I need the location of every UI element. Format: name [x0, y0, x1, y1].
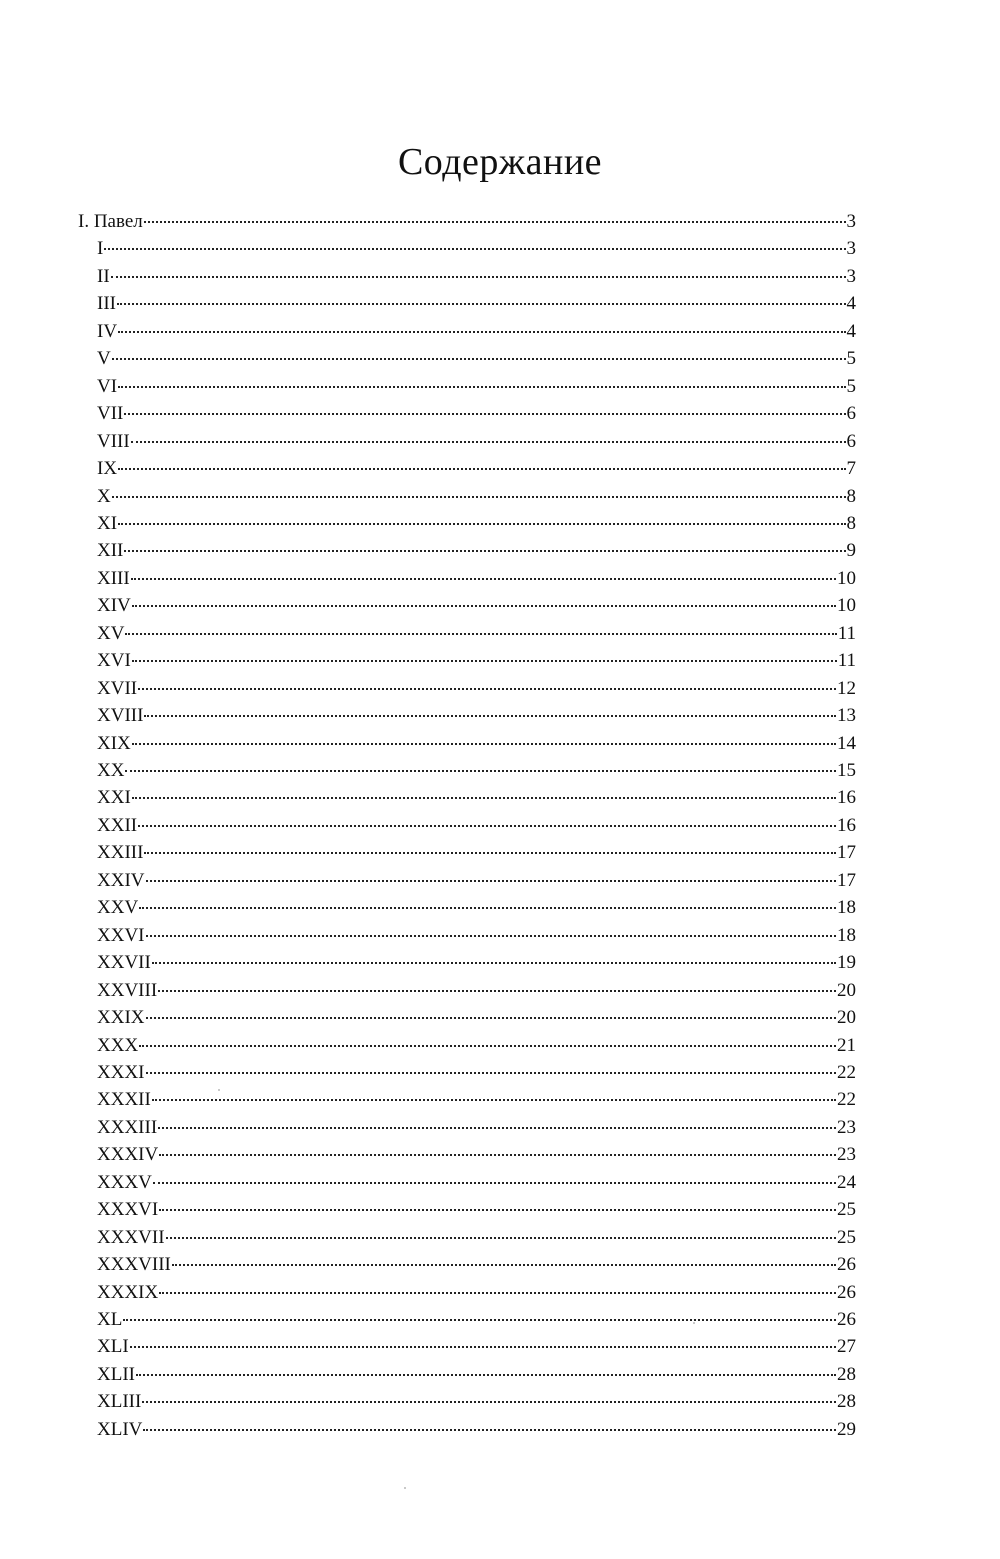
toc-entry-label: XIII — [97, 567, 130, 589]
toc-entry[interactable] — [97, 1251, 856, 1279]
toc-entry-page-number: 17 — [837, 842, 856, 864]
toc-entry[interactable] — [97, 1361, 856, 1389]
toc-entry-page-number: 28 — [837, 1363, 856, 1385]
toc-dot-leader — [125, 633, 836, 635]
toc-dot-leader — [142, 1401, 836, 1403]
toc-entry-label: XXVIII — [97, 979, 158, 1001]
toc-dot-leader — [132, 660, 837, 662]
toc-entry-label: XXI — [97, 787, 131, 809]
toc-entry-page-number: 26 — [837, 1309, 856, 1330]
toc-dot-leader — [132, 797, 836, 799]
toc-entry-label: XLI — [97, 1336, 129, 1358]
toc-dot-leader — [123, 1319, 836, 1321]
toc-entry-label: XLIV — [97, 1418, 143, 1440]
toc-dot-leader — [132, 605, 836, 607]
toc-entry[interactable] — [97, 1279, 856, 1307]
toc-entry-label: XI — [97, 512, 118, 534]
toc-entry-page-number: 9 — [846, 540, 856, 562]
toc-entry-label: XXXI — [97, 1061, 145, 1083]
toc-dot-leader — [124, 413, 845, 415]
toc-entry-label: I — [97, 238, 104, 260]
toc-entry-page-number: 4 — [846, 320, 856, 342]
toc-entry-label: VI — [97, 375, 118, 397]
toc-entry-page-number: 26 — [837, 1281, 856, 1303]
toc-entry-label: III — [97, 293, 116, 315]
toc-dot-leader — [138, 825, 836, 827]
toc-dot-leader — [118, 331, 845, 333]
toc-entry-label: XXII — [97, 814, 138, 836]
toc-entry[interactable] — [97, 400, 856, 428]
toc-entry-label: XXXIX — [97, 1281, 159, 1303]
toc-entry-page-number: 10 — [837, 567, 856, 589]
toc-entry[interactable] — [97, 702, 856, 730]
scan-speck — [404, 1487, 406, 1489]
toc-entry-page-number: 11 — [837, 650, 856, 672]
toc-entry-label: XXIX — [97, 1007, 145, 1029]
toc-dot-leader — [138, 688, 836, 690]
toc-entry-page-number: 3 — [846, 265, 856, 287]
toc-dot-leader — [118, 523, 845, 525]
toc-entry-page-number: 24 — [837, 1171, 856, 1193]
toc-entry[interactable] — [97, 565, 856, 593]
toc-entry[interactable] — [97, 675, 856, 703]
toc-entry[interactable] — [97, 1388, 856, 1416]
toc-entry-page-number: 5 — [846, 375, 856, 397]
toc-entry-page-number: 16 — [837, 814, 856, 836]
toc-entry-label: XXXIII — [97, 1116, 158, 1138]
toc-dot-leader — [131, 441, 846, 443]
toc-entry-page-number: 7 — [846, 458, 856, 480]
toc-entry[interactable] — [97, 483, 856, 511]
toc-entry[interactable] — [97, 263, 856, 291]
toc-entry-page-number: 20 — [837, 1007, 856, 1029]
toc-entry-label: XXXVIII — [97, 1254, 171, 1276]
toc-entry-page-number: 12 — [837, 677, 856, 699]
toc-dot-leader — [139, 1045, 836, 1047]
toc-entry-label: V — [97, 348, 111, 370]
toc-entry-label: XXIII — [97, 842, 144, 864]
toc-entry-label: XXIV — [97, 869, 145, 891]
toc-entry-page-number: 15 — [837, 760, 856, 781]
toc-dot-leader — [166, 1237, 836, 1239]
toc-entry-page-number: 18 — [837, 924, 856, 946]
toc-entry-page-number: 6 — [846, 430, 856, 452]
toc-dot-leader — [124, 550, 845, 552]
toc-entry-label: XXXIV — [97, 1144, 159, 1166]
toc-entry-page-number: 3 — [846, 238, 856, 260]
toc-dot-leader — [117, 303, 846, 305]
toc-entry[interactable] — [97, 922, 856, 950]
toc-dot-leader — [152, 1099, 836, 1101]
toc-entry-page-number: 5 — [846, 348, 856, 370]
toc-entry[interactable] — [97, 235, 856, 263]
toc-entry-label: XXVI — [97, 924, 145, 946]
toc-dot-leader — [158, 990, 836, 992]
toc-dot-leader — [118, 386, 845, 388]
toc-entry-label: II — [97, 265, 110, 287]
toc-entry[interactable] — [97, 373, 856, 401]
toc-dot-leader — [132, 743, 836, 745]
toc-entry[interactable] — [97, 1416, 856, 1444]
toc-entry-label: XX — [97, 760, 125, 781]
toc-entry-page-number: 25 — [837, 1199, 856, 1221]
toc-entry[interactable] — [97, 290, 856, 318]
toc-entry-label: XVI — [97, 650, 131, 672]
toc-entry[interactable] — [97, 510, 856, 538]
toc-entry-label: XLIII — [97, 1391, 142, 1413]
toc-dot-leader — [159, 1209, 836, 1211]
toc-entry[interactable] — [97, 730, 856, 758]
toc-entry-page-number: 8 — [846, 485, 856, 507]
toc-entry-label: XXV — [97, 897, 139, 919]
toc-dot-leader — [131, 578, 836, 580]
toc-dot-leader — [153, 1182, 836, 1184]
toc-entry-label: XIX — [97, 732, 131, 754]
toc-entry-label: X — [97, 485, 111, 507]
toc-entry[interactable] — [97, 1333, 856, 1361]
toc-dot-leader — [136, 1374, 836, 1376]
toc-entry[interactable] — [97, 1086, 856, 1114]
toc-entry-page-number: 14 — [837, 732, 856, 754]
toc-entry-label: XL — [97, 1309, 123, 1330]
toc-entry-label: XXXII — [97, 1089, 151, 1111]
toc-entry-page-number: 29 — [837, 1418, 856, 1440]
toc-entry-page-number: 11 — [837, 622, 856, 644]
toc-entry-page-number: 4 — [846, 293, 856, 315]
toc-dot-leader — [143, 1429, 836, 1431]
toc-entry-label: XVIII — [97, 705, 144, 727]
toc-entry-page-number: 27 — [837, 1336, 856, 1358]
toc-entry-page-number: 21 — [837, 1034, 856, 1056]
toc-entry-page-number: 10 — [837, 595, 856, 617]
toc-entry[interactable] — [97, 345, 856, 373]
toc-entry-label: XVII — [97, 677, 138, 699]
toc-entry-label: XLII — [97, 1363, 135, 1385]
scan-speck — [693, 1322, 695, 1324]
toc-entry-label: IX — [97, 458, 118, 480]
toc-dot-leader — [146, 1017, 837, 1019]
toc-entry[interactable] — [78, 208, 856, 236]
scan-speck — [218, 1089, 220, 1091]
toc-dot-leader — [144, 852, 836, 854]
toc-entry-label: XXXVI — [97, 1199, 159, 1221]
toc-entry-label: XXXV — [97, 1171, 152, 1193]
toc-entry-label: XV — [97, 622, 125, 644]
toc-dot-leader — [159, 1292, 836, 1294]
toc-entry[interactable] — [97, 455, 856, 483]
toc-dot-leader — [139, 907, 836, 909]
toc-dot-leader — [144, 715, 836, 717]
toc-dot-leader — [111, 276, 846, 278]
toc-entry[interactable] — [97, 428, 856, 456]
toc-dot-leader — [112, 358, 846, 360]
toc-entry-label: VIII — [97, 430, 130, 452]
toc-entry[interactable] — [97, 894, 856, 922]
toc-entry[interactable] — [97, 1141, 856, 1169]
toc-entry[interactable] — [97, 1169, 856, 1197]
toc-entry-page-number: 6 — [846, 403, 856, 425]
toc-dot-leader — [125, 770, 836, 772]
toc-entry[interactable] — [97, 949, 856, 977]
toc-entry-page-number: 13 — [837, 705, 856, 727]
toc-entry-page-number: 22 — [837, 1089, 856, 1111]
toc-entry[interactable] — [97, 757, 856, 785]
toc-entry-label: XII — [97, 540, 124, 562]
toc-entry[interactable] — [97, 318, 856, 346]
toc-entry[interactable] — [97, 839, 856, 867]
toc-entry[interactable] — [97, 620, 856, 648]
toc-entry-label: IV — [97, 320, 118, 342]
toc-entry-label: I. Павел — [78, 211, 143, 232]
toc-entry[interactable] — [97, 592, 856, 620]
toc-entry-page-number: 25 — [837, 1226, 856, 1248]
toc-entry[interactable] — [97, 1196, 856, 1224]
toc-dot-leader — [118, 468, 845, 470]
toc-entry-page-number: 3 — [846, 211, 856, 232]
toc-entry[interactable] — [97, 812, 856, 840]
toc-entry-page-number: 19 — [837, 952, 856, 974]
toc-entry-page-number: 23 — [837, 1144, 856, 1166]
toc-dot-leader — [146, 1072, 837, 1074]
toc-entry-page-number: 20 — [837, 979, 856, 1001]
toc-entry-page-number: 22 — [837, 1061, 856, 1083]
toc-entry[interactable] — [97, 977, 856, 1005]
toc-entry[interactable] — [97, 1059, 856, 1087]
toc-entry[interactable] — [97, 1004, 856, 1032]
toc-dot-leader — [146, 935, 837, 937]
toc-dot-leader — [159, 1154, 836, 1156]
toc-entry[interactable] — [97, 1032, 856, 1060]
toc-dot-leader — [146, 880, 837, 882]
toc-entry[interactable] — [97, 537, 856, 565]
toc-entry-page-number: 17 — [837, 869, 856, 891]
toc-entry[interactable] — [97, 784, 856, 812]
toc-dot-leader — [130, 1346, 836, 1348]
toc-entry-label: XXX — [97, 1034, 139, 1056]
page-title: Содержание — [397, 141, 603, 183]
toc-dot-leader — [172, 1264, 836, 1266]
toc-entry[interactable] — [97, 1306, 856, 1334]
toc-dot-leader — [158, 1127, 836, 1129]
toc-dot-leader — [104, 248, 845, 250]
toc-entry-label: XXXVII — [97, 1226, 165, 1248]
toc-entry[interactable] — [97, 867, 856, 895]
toc-entry-label: VII — [97, 403, 124, 425]
toc-entry-page-number: 28 — [837, 1391, 856, 1413]
toc-entry-page-number: 26 — [837, 1254, 856, 1276]
toc-entry[interactable] — [97, 647, 856, 675]
toc-entry-label: XXVII — [97, 952, 151, 974]
toc-dot-leader — [144, 221, 846, 223]
toc-dot-leader — [112, 496, 846, 498]
toc-entry-page-number: 8 — [846, 512, 856, 534]
toc-entry-page-number: 16 — [837, 787, 856, 809]
toc-dot-leader — [152, 962, 836, 964]
toc-entry-page-number: 18 — [837, 897, 856, 919]
toc-entry-label: XIV — [97, 595, 131, 617]
toc-entry[interactable] — [97, 1114, 856, 1142]
toc-entry-page-number: 23 — [837, 1116, 856, 1138]
toc-entry[interactable] — [97, 1224, 856, 1252]
